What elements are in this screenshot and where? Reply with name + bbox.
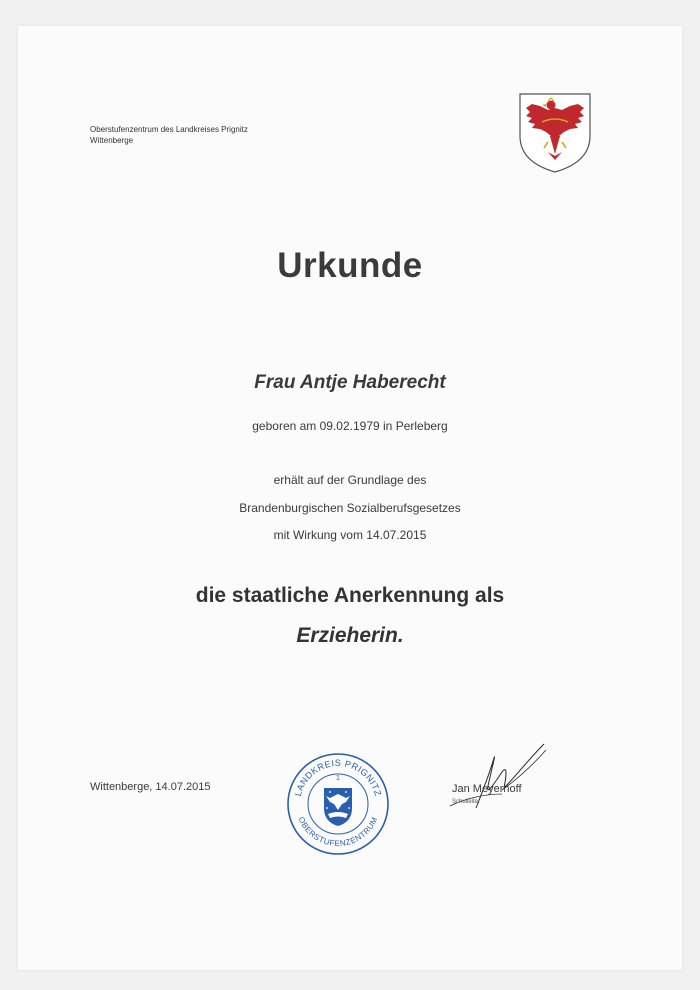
certificate-title: Urkunde bbox=[277, 246, 423, 285]
institution-city: Wittenberge bbox=[90, 136, 134, 145]
official-seal bbox=[286, 752, 390, 856]
signer-name: Jan Meyerhoff bbox=[452, 783, 522, 795]
seal-text-bottom: OBERSTUFENZENTRUM bbox=[296, 815, 380, 849]
recognition-line: die staatliche Anerkennung als bbox=[195, 584, 505, 607]
institution-header bbox=[90, 124, 248, 146]
basis-line-2: Brandenburgischen Sozialberufsgesetzes bbox=[239, 501, 461, 515]
signer-role: Schulleiter bbox=[452, 799, 481, 805]
handwritten-signature bbox=[446, 738, 556, 818]
seal-text-top: LANDKREIS PRIGNITZ bbox=[292, 758, 384, 798]
institution-name: Oberstufenzentrum des Landkreises Prignitz bbox=[90, 125, 248, 134]
effective-date: mit Wirkung vom 14.07.2015 bbox=[273, 528, 427, 542]
basis-line-1: erhält auf der Grundlage des bbox=[273, 473, 427, 487]
recipient-name: Frau Antje Haberecht bbox=[254, 372, 446, 393]
seal-number: 1 bbox=[336, 775, 340, 782]
brandenburg-eagle-coat-of-arms-icon bbox=[518, 92, 592, 174]
birth-info: geboren am 09.02.1979 in Perleberg bbox=[252, 419, 448, 433]
profession: Erzieherin. bbox=[296, 624, 404, 647]
place-and-date: Wittenberge, 14.07.2015 bbox=[90, 781, 211, 793]
